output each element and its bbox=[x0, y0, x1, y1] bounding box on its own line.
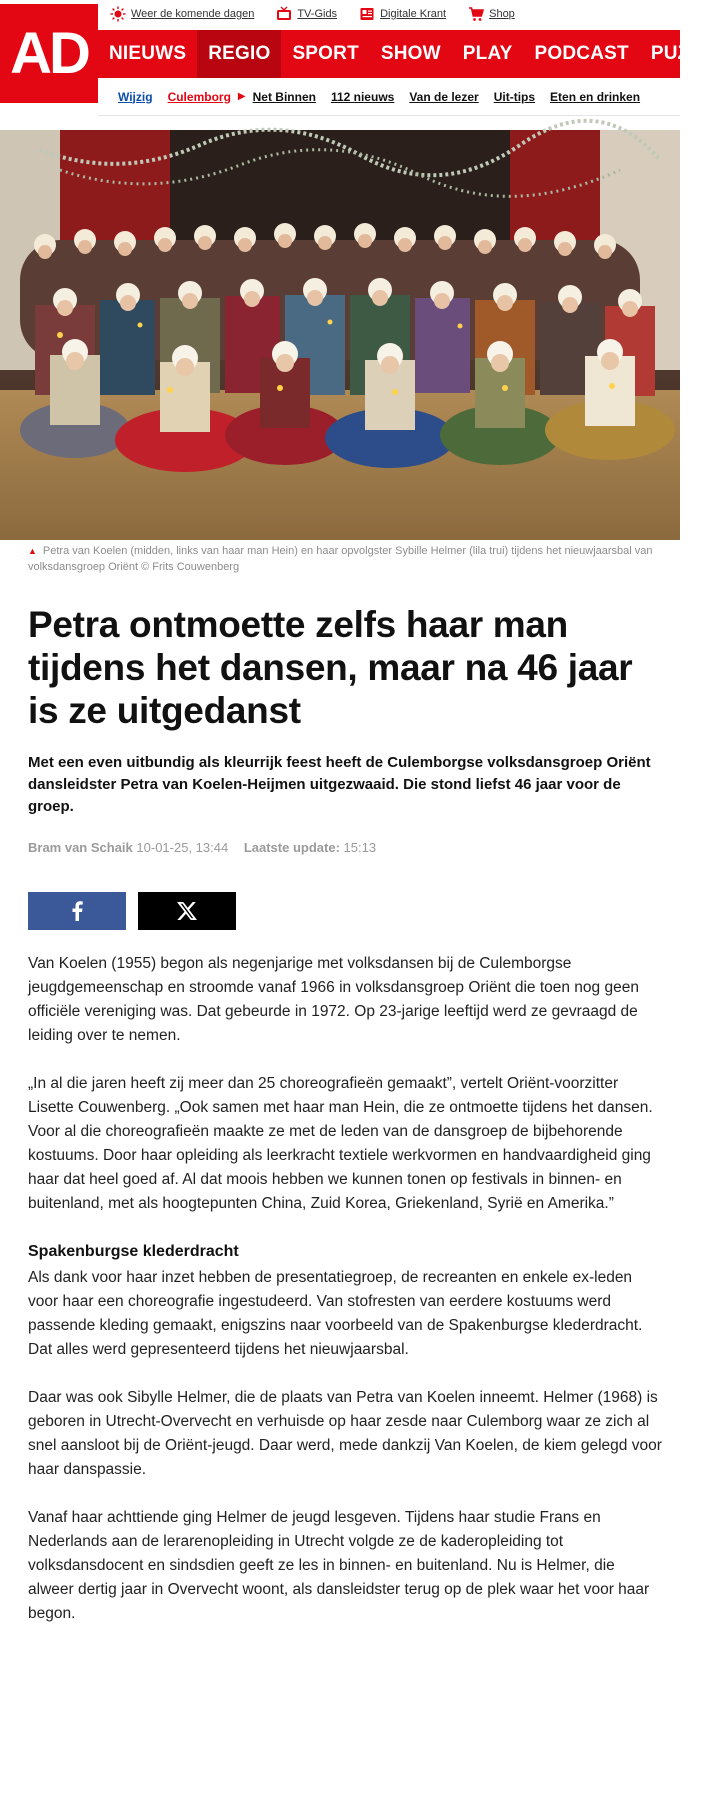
subnav-van-de-lezer[interactable]: Van de lezer bbox=[409, 89, 479, 104]
subnav-eten-en-drinken[interactable]: Eten en drinken bbox=[550, 89, 641, 104]
nav-puzzels[interactable]: PUZZE bbox=[650, 43, 715, 64]
share-x-button[interactable] bbox=[138, 892, 236, 930]
subnav-112-nieuws[interactable]: 112 nieuws bbox=[330, 89, 395, 104]
nav-podcast[interactable]: PODCAST bbox=[534, 43, 629, 64]
tv-guide-link[interactable] bbox=[276, 6, 337, 22]
nav-show[interactable]: SHOW bbox=[380, 43, 441, 64]
article-headline: Petra ontmoette zelfs haar man tijdens het dansen, maar na 46 jaar is ze uitgedanst bbox=[28, 604, 633, 731]
body-paragraph: Van Koelen (1955) begon als negenjarige met volksdansen bij de Culemborgse jeugdgemeenschap en stroomde vanaf 1966 in volksdansgroep Oriënt die toen nog geen officiële vereniging was. Dat gebeurde in 1972. Op 23-jarige leeftijd werd ze gevraagd de leiding over te nemen. bbox=[28, 955, 639, 1044]
article-meta bbox=[28, 840, 376, 855]
weather-link[interactable] bbox=[110, 6, 254, 22]
change-region-link[interactable]: Wijzig bbox=[118, 89, 153, 104]
body-paragraph: Als dank voor haar inzet hebben de presentatiegroep, de recreanten en enkele ex-leden voor haar een choreografie ingestudeerd. Van stofresten van eerdere kostuums werd passende kleding gemaakt, enigszins naar voorbeeld van de Spakenburgse klederdracht. Dat alles werd gepresenteerd tijdens het nieuwjaarsbal. bbox=[28, 1269, 643, 1358]
digital-paper-link-label: Digitale Krant bbox=[380, 8, 447, 20]
update-time: 15:13 bbox=[343, 840, 377, 855]
region-culemborg-link[interactable]: Culemborg bbox=[167, 89, 231, 104]
nav-sport[interactable]: SPORT bbox=[292, 43, 359, 64]
newspaper-icon bbox=[359, 6, 375, 22]
article-lead: Met een even uitbundig als kleurrijk feest heeft de Culemborgse volksdansgroep Oriënt dansleidster Petra van Koelen-Heijmen uitgezwaaid. Die stond liefst 46 jaar voor de groep. bbox=[28, 754, 651, 815]
subnav-net-binnen[interactable]: Net Binnen bbox=[252, 89, 316, 104]
hero-photo[interactable] bbox=[0, 130, 680, 540]
caption-triangle-icon: ▲ bbox=[28, 546, 37, 556]
article-body bbox=[28, 952, 663, 1650]
author-name[interactable]: Bram van Schaik bbox=[28, 840, 133, 855]
main-navigation bbox=[98, 30, 715, 78]
top-links bbox=[110, 0, 515, 28]
cart-icon bbox=[468, 6, 484, 22]
nav-play[interactable]: PLAY bbox=[462, 43, 513, 64]
publish-date: 10-01-25, 13:44 bbox=[136, 840, 229, 855]
x-icon bbox=[177, 902, 197, 920]
regional-subnav bbox=[98, 78, 680, 116]
weather-link-label: Weer de komende dagen bbox=[131, 8, 255, 20]
nav-nieuws[interactable]: NIEUWS bbox=[109, 43, 187, 64]
nav-regio[interactable]: REGIO bbox=[197, 30, 281, 78]
share-facebook-button[interactable] bbox=[28, 892, 126, 930]
shop-link-label: Shop bbox=[489, 8, 515, 20]
body-paragraph: Daar was ook Sibylle Helmer, die de plaats van Petra van Koelen inneemt. Helmer (1968) is geboren in Utrecht-Overvecht en verhuisde op haar zesde naar Culemborg waar ze zich al snel aansloot bij de Oriënt-jeugd. Daar werd, mede dankzij Van Koelen, de kiem gelegd voor haar danspassie. bbox=[28, 1389, 662, 1478]
tv-guide-link-label: TV-Gids bbox=[297, 8, 338, 20]
tv-icon bbox=[276, 6, 292, 22]
update-label: Laatste update: bbox=[243, 840, 340, 855]
body-paragraph: Vanaf haar achttiende ging Helmer de jeugd lesgeven. Tijdens haar studie Frans en Nederlands aan de lerarenopleiding in Utrecht volgde ze de kaderopleiding tot volksdansdocent en sindsdien geeft ze les in binnen- en buitenland. Nu is Helmer, die alweer dertig jaar in Overvecht woont, als dansleidster terug op de plek waar het voor haar begon. bbox=[28, 1509, 650, 1622]
facebook-icon bbox=[71, 901, 83, 921]
digital-paper-link[interactable] bbox=[359, 6, 446, 22]
weather-icon bbox=[110, 6, 126, 22]
group-photo-illustration bbox=[0, 130, 680, 540]
triangle-right-icon: ▶ bbox=[237, 91, 246, 102]
ad-logo[interactable]: AD bbox=[0, 4, 98, 103]
photo-caption bbox=[28, 543, 668, 575]
body-paragraph: „In al die jaren heeft zij meer dan 25 choreografieën gemaakt”, vertelt Oriënt-voorzitter Lisette Couwenberg. „Ook samen met haar man Hein, die ze ontmoette tijdens het dansen. Voor al die choreografieën maakte ze met de leden van de dansgroep de bijbehorende kostuums. Door haar opleiding als leerkracht textiele werkvormen en handvaardigheid ging haar dat heel goed af. Al dat moois hebben we kunnen tonen op festivals in binnen- en buitenland, met als hoogtepunten China, Zuid Korea, Griekenland, Syrië en Amerika.” bbox=[28, 1075, 653, 1212]
shop-link[interactable] bbox=[468, 6, 515, 22]
caption-text: Petra van Koelen (midden, links van haar man Hein) en haar opvolgster Sybille Helmer (lila trui) tijdens het nieuwjaarsbal van volksdansgroep Oriënt © Frits Couwenberg bbox=[28, 545, 653, 573]
share-buttons bbox=[28, 892, 236, 930]
body-subheading: Spakenburgse klederdracht bbox=[28, 1243, 239, 1260]
site-header bbox=[0, 0, 715, 116]
subnav-uit-tips[interactable]: Uit-tips bbox=[493, 89, 536, 104]
